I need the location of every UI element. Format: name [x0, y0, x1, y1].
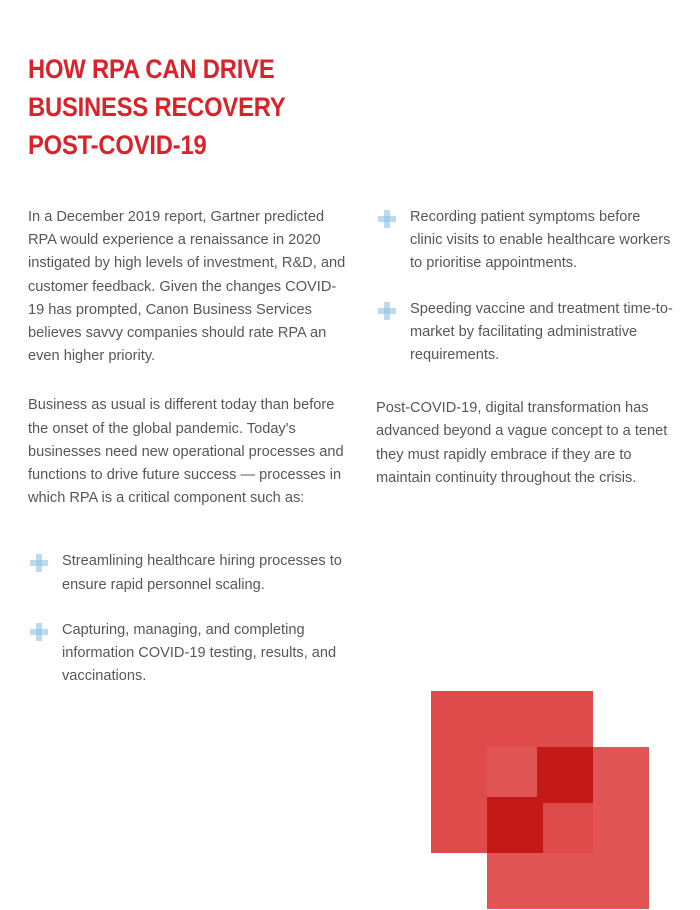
list-item	[376, 206, 676, 276]
list-item	[28, 550, 352, 596]
plus-icon	[378, 210, 396, 228]
overlapping-squares-graphic	[431, 691, 645, 910]
list-item	[28, 619, 352, 689]
list-item-label: Speeding vaccine and treatment time-to-market by facilitating administrative requirements.	[410, 300, 673, 364]
plus-icon	[30, 554, 48, 572]
page-title-line-2: BUSINESS RECOVERY	[28, 92, 286, 123]
plus-icon	[378, 302, 396, 320]
list-item-label: Capturing, managing, and completing information COVID-19 testing, results, and vaccinations.	[62, 621, 337, 685]
left-paragraph-2: Business as usual is different today than before the onset of the global pandemic. Today's businesses need new operational processes and functions to drive future success — processes in which RPA is a critical component such as:	[28, 397, 344, 507]
left-column	[28, 206, 352, 688]
left-bullet-list	[28, 550, 352, 688]
right-column	[376, 206, 676, 490]
page-title	[28, 50, 318, 164]
list-item-label: Recording patient symptoms before clinic visits to enable healthcare workers to prioritise appointments.	[410, 209, 671, 272]
page-title-line-1: HOW RPA CAN DRIVE	[28, 54, 275, 85]
list-item	[376, 298, 676, 368]
left-paragraph-1: In a December 2019 report, Gartner predicted RPA would experience a renaissance in 2020 instigated by high levels of investment, R&D, and customer feedback. Given the changes COVID-19 has prompted, Canon Business Services believes savvy companies should rate RPA an even higher priority.	[28, 209, 346, 365]
list-item-label: Streamlining healthcare hiring processes to ensure rapid personnel scaling.	[62, 553, 342, 593]
right-bullet-list	[376, 206, 676, 367]
plus-icon	[30, 623, 48, 641]
right-paragraph-1: Post-COVID-19, digital transformation has advanced beyond a vague concept to a tenet they must rapidly embrace if they are to maintain continuity throughout the crisis.	[376, 400, 668, 486]
page-title-line-3: POST-COVID-19	[28, 130, 207, 161]
square-outline-bottom-right	[487, 747, 649, 909]
